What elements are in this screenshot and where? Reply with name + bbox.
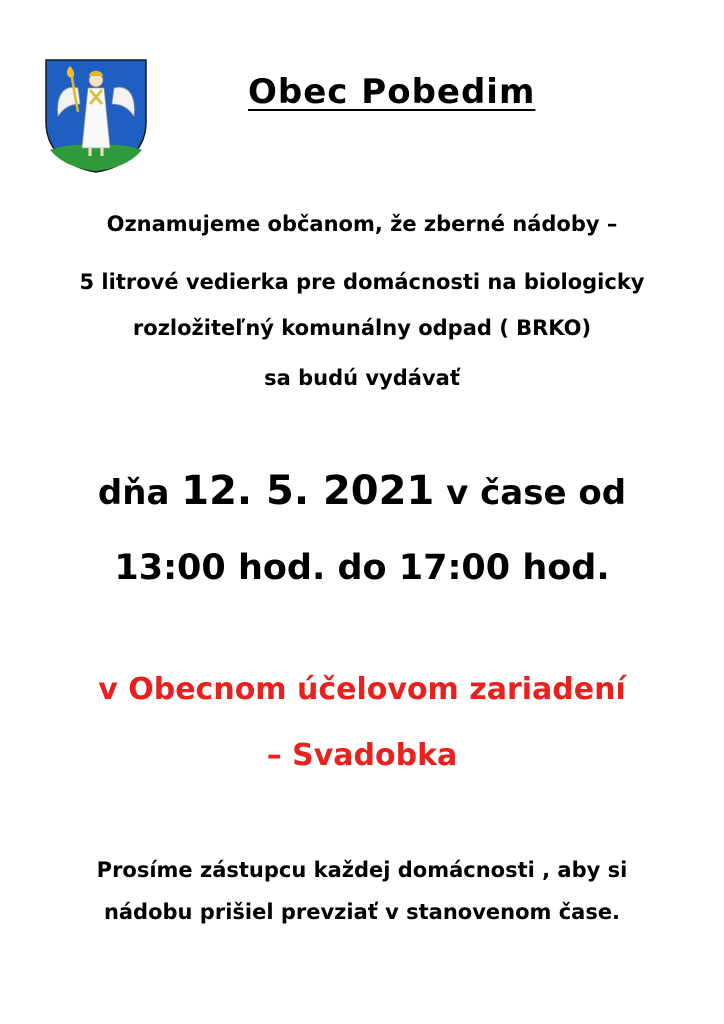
location-line-2: – Svadobka xyxy=(266,738,458,773)
location-line-1: v Obecnom účelovom zariadení xyxy=(98,672,626,707)
date-suffix: v čase od xyxy=(434,473,627,513)
announcement-line-3: rozložiteľný komunálny odpad ( BRKO) xyxy=(132,316,592,340)
note-line-2: nádobu prišiel prevziať v stanovenom čase. xyxy=(103,900,621,924)
time-range: 13:00 hod. do 17:00 hod. xyxy=(114,548,610,588)
date-prefix: dňa xyxy=(97,473,182,513)
announcement-line-4: sa budú vydávať xyxy=(264,366,460,390)
announcement-line-2: 5 litrové vedierka pre domácnosti na biologicky xyxy=(79,270,645,294)
announcement-line-1: Oznamujeme občanom, že zberné nádoby – xyxy=(106,212,618,236)
page-title: Obec Pobedim xyxy=(248,72,536,112)
coat-of-arms-icon xyxy=(44,58,148,174)
date-line xyxy=(0,468,724,514)
note-line-1: Prosíme zástupcu každej domácnosti , aby si xyxy=(96,858,628,882)
event-date: 12. 5. 2021 xyxy=(181,468,435,514)
